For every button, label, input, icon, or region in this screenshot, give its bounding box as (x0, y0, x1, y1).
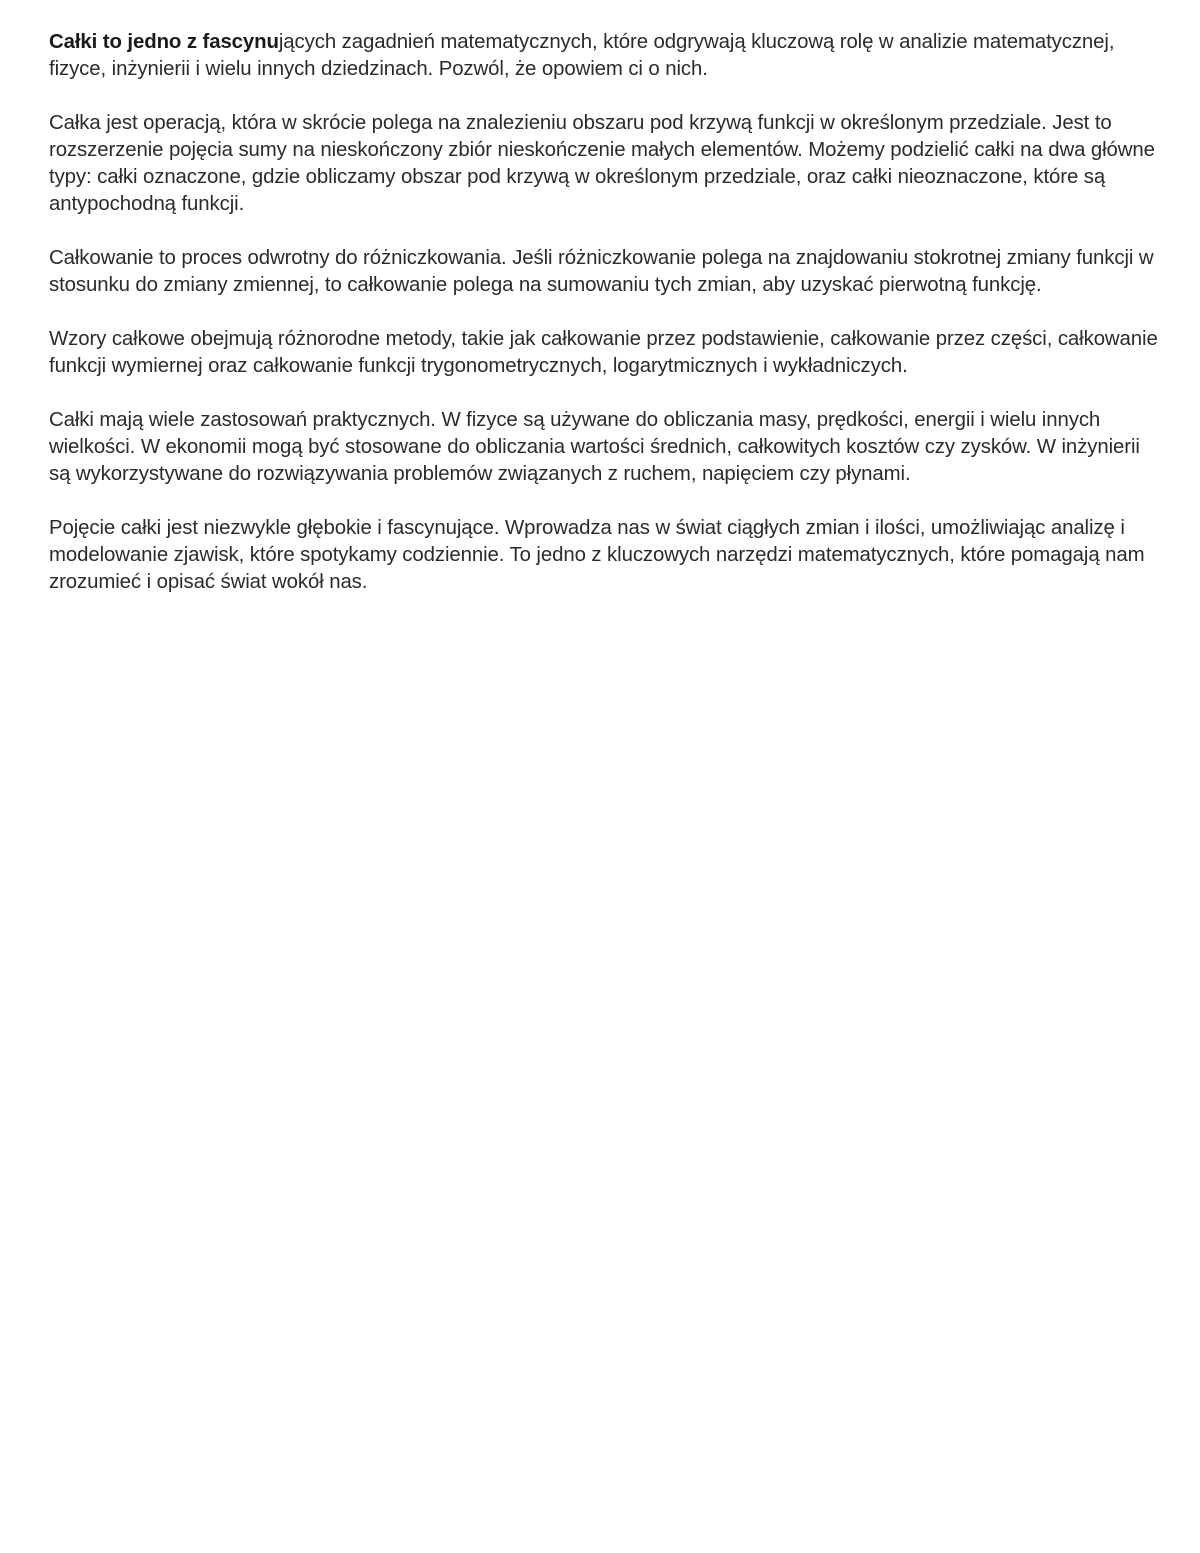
paragraph-3: Całkowanie to proces odwrotny do różniczkowania. Jeśli różniczkowanie polega na znajdowaniu stokrotnej zmiany funkcji w stosunku do zmiany zmiennej, to całkowanie polega na sumowaniu tych zmian, aby uzyskać pierwotną funkcję. (49, 247, 1154, 296)
paragraph-6: Pojęcie całki jest niezwykle głębokie i fascynujące. Wprowadza nas w świat ciągłych zmian i ilości, umożliwiając analizę i modelowanie zjawisk, które spotykamy codziennie. To jedno z kluczowych narzędzi matematycznych, które pomagają nam zrozumieć i opisać świat wokół nas. (49, 517, 1145, 593)
paragraph-1 (49, 29, 1159, 83)
paragraph-1-text: jących zagadnień matematycznych, które odgrywają kluczową rolę w analizie matematycznej, fizyce, inżynierii i wielu innych dziedzinach. Pozwól, że opowiem ci o nich. (49, 31, 1115, 80)
paragraph-2: Całka jest operacją, która w skrócie polega na znalezieniu obszaru pod krzywą funkcji w określonym przedziale. Jest to rozszerzenie pojęcia sumy na nieskończony zbiór nieskończenie małych elementów. Możemy podzielić całki na dwa główne typy: całki oznaczone, gdzie obliczamy obszar pod krzywą w określonym przedziale, oraz całki nieoznaczone, które są antypochodną funkcji. (49, 112, 1155, 215)
document-body (49, 29, 1159, 623)
paragraph-5: Całki mają wiele zastosowań praktycznych. W fizyce są używane do obliczania masy, prędkości, energii i wielu innych wielkości. W ekonomii mogą być stosowane do obliczania wartości średnich, całkowitych kosztów czy zysków. W inżynierii są wykorzystywane do rozwiązywania problemów związanych z ruchem, napięciem czy płynami. (49, 409, 1140, 485)
paragraph-4: Wzory całkowe obejmują różnorodne metody, takie jak całkowanie przez podstawienie, całkowanie przez części, całkowanie funkcji wymiernej oraz całkowanie funkcji trygonometrycznych, logarytmicznych i wykładniczych. (49, 328, 1158, 377)
paragraph-1-lead: Całki to jedno z fascynu (49, 31, 279, 53)
